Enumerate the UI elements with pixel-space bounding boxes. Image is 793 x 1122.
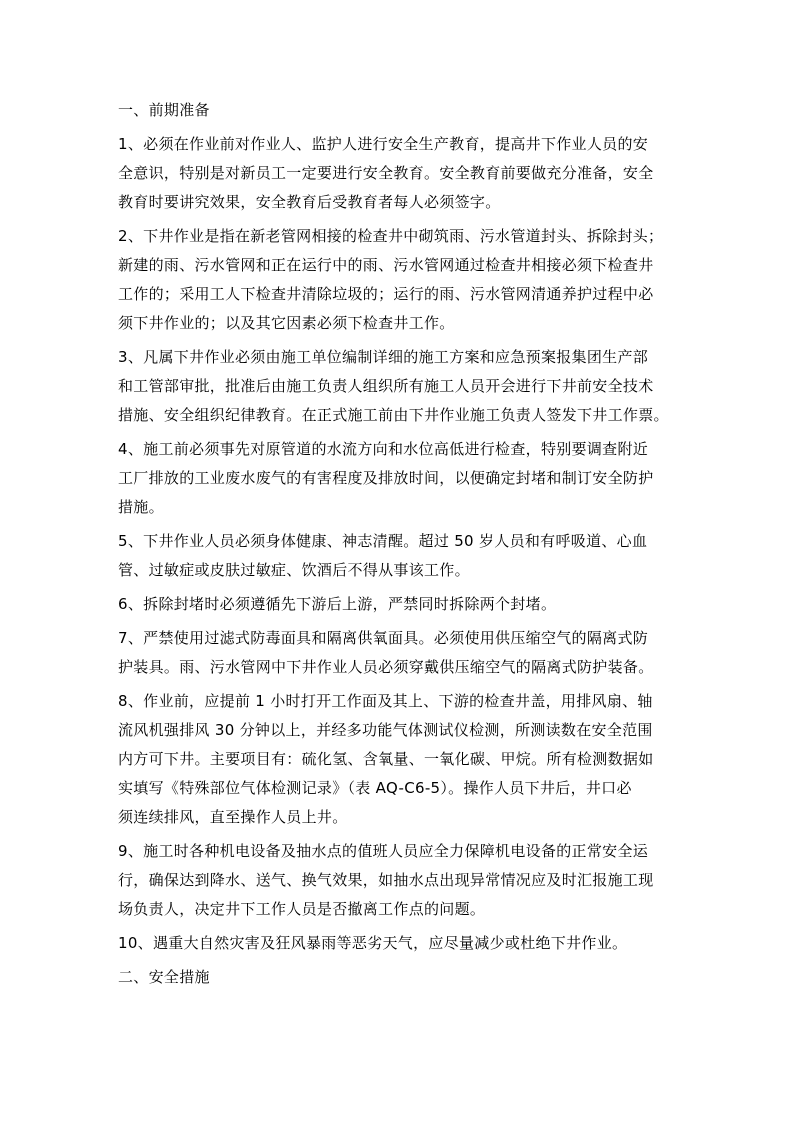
paragraph-line: 10、遇重大自然灾害及狂风暴雨等恶劣天气，应尽量减少或杜绝下井作业。 xyxy=(118,934,628,952)
numbered-paragraph xyxy=(118,527,678,585)
numbered-paragraph xyxy=(118,929,678,958)
numbered-paragraph xyxy=(118,130,678,217)
paragraph-line: 9、施工时各种机电设备及抽水点的值班人员应全力保障机电设备的正常安全运 xyxy=(118,842,649,860)
numbered-paragraph xyxy=(118,222,678,338)
numbered-paragraph xyxy=(118,837,678,924)
item-list xyxy=(118,130,678,958)
paragraph-line: 1、必须在作业前对作业人、监护人进行安全生产教育，提高井下作业人员的安 xyxy=(118,135,649,153)
paragraph-line: 内方可下井。主要项目有：硫化氢、含氧量、一氧化碳、甲烷。所有检测数据如 xyxy=(118,750,654,768)
paragraph-line: 和工管部审批，批准后由施工负责人组织所有施工人员开会进行下井前安全技术 xyxy=(118,377,654,395)
paragraph-line: 5、下井作业人员必须身体健康、神志清醒。超过 50 岁人员和有呼吸道、心血 xyxy=(118,532,648,550)
numbered-paragraph xyxy=(118,590,678,619)
paragraph-line: 2、下井作业是指在新老管网相接的检查井中砌筑雨、污水管道封头、拆除封头； xyxy=(118,227,664,245)
paragraph-line: 流风机强排风 30 分钟以上，并经多功能气体测试仪检测，所测读数在安全范围 xyxy=(118,721,653,739)
numbered-paragraph xyxy=(118,435,678,522)
paragraph-line: 行，确保达到降水、送气、换气效果，如抽水点出现异常情况应及时汇报施工现 xyxy=(118,871,654,889)
paragraph-line: 3、凡属下井作业必须由施工单位编制详细的施工方案和应急预案报集团生产部 xyxy=(118,348,649,366)
paragraph-line: 管、过敏症或皮肤过敏症、饮酒后不得从事该工作。 xyxy=(118,561,470,579)
paragraph-line: 4、施工前必须事先对原管道的水流方向和水位高低进行检查，特别要调查附近 xyxy=(118,440,649,458)
paragraph-line: 全意识，特别是对新员工一定要进行安全教育。安全教育前要做充分准备，安全 xyxy=(118,164,654,182)
section-heading: 一、前期准备 xyxy=(118,101,210,119)
paragraph-line: 工作的；采用工人下检查井清除垃圾的；运行的雨、污水管网清通养护过程中必 xyxy=(118,285,654,303)
section-heading: 二、安全措施 xyxy=(118,968,210,986)
numbered-paragraph xyxy=(118,624,678,682)
paragraph-line: 教育时要讲究效果，安全教育后受教育者每人必须签字。 xyxy=(118,193,501,211)
paragraph-line: 须连续排风，直至操作人员上井。 xyxy=(118,808,348,826)
document-page xyxy=(118,96,678,992)
paragraph-line: 护装具。雨、污水管网中下井作业人员必须穿戴供压缩空气的隔离式防护装备。 xyxy=(118,658,654,676)
numbered-paragraph xyxy=(118,687,678,832)
paragraph-line: 场负责人，决定井下工作人员是否撤离工作点的问题。 xyxy=(118,900,486,918)
paragraph-line: 7、严禁使用过滤式防毒面具和隔离供氧面具。必须使用供压缩空气的隔离式防 xyxy=(118,629,649,647)
paragraph-line: 新建的雨、污水管网和正在运行中的雨、污水管网通过检查井相接必须下检查井 xyxy=(118,256,654,274)
paragraph-line: 措施。 xyxy=(118,498,164,516)
numbered-paragraph xyxy=(118,343,678,430)
paragraph-line: 8、作业前，应提前 1 小时打开工作面及其上、下游的检查井盖，用排风扇、轴 xyxy=(118,692,653,710)
paragraph-line: 措施、安全组织纪律教育。在正式施工前由下井作业施工负责人签发下井工作票。 xyxy=(118,406,669,424)
paragraph-line: 须下井作业的；以及其它因素必须下检查井工作。 xyxy=(118,314,455,332)
paragraph-line: 6、拆除封堵时必须遵循先下游后上游，严禁同时拆除两个封堵。 xyxy=(118,595,557,613)
paragraph-line: 实填写《特殊部位气体检测记录》（表 AQ-C6-5）。操作人员下井后，井口必 xyxy=(118,779,632,797)
paragraph-line: 工厂排放的工业废水废气的有害程度及排放时间，以便确定封堵和制订安全防护 xyxy=(118,469,654,487)
